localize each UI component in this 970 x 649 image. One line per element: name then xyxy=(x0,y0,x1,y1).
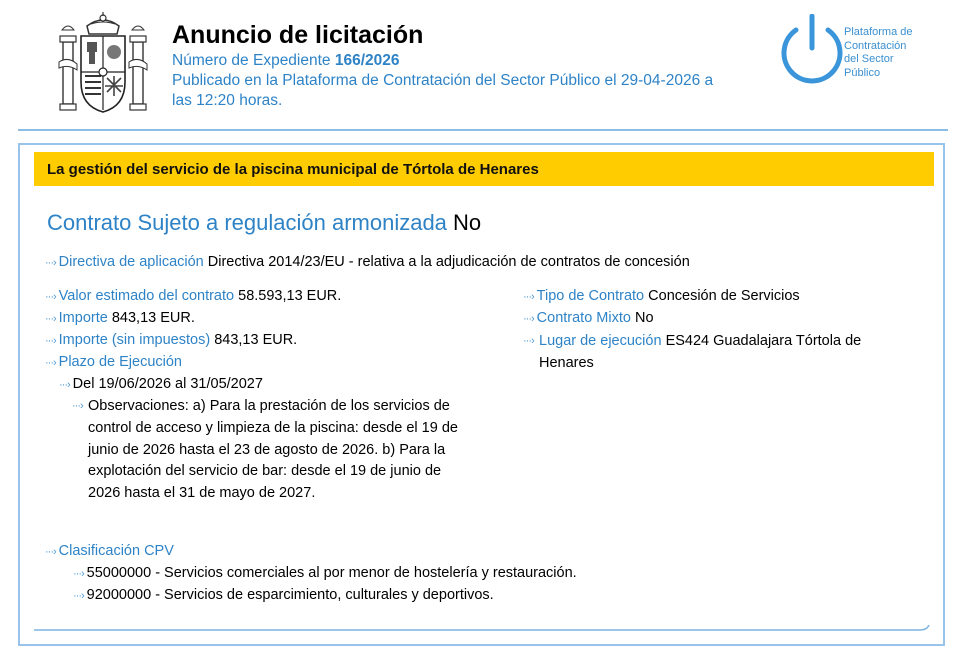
bullet-arrow-icon: ···› xyxy=(523,291,534,303)
importe-sin-value: 843,13 EUR. xyxy=(214,332,298,348)
directiva-value: Directiva 2014/23/EU - relativa a la adjudicación de contratos de concesión xyxy=(207,254,690,270)
published-line-2: las 12:20 horas. xyxy=(172,92,283,109)
bullet-arrow-icon: ···› xyxy=(45,313,56,325)
section-bottom-line xyxy=(34,625,930,633)
valor-value: 58.593,13 EUR. xyxy=(238,288,342,304)
lugar-label: Lugar de ejecución xyxy=(539,333,662,349)
importe-sin-row xyxy=(45,329,297,352)
bullet-arrow-icon: ···› xyxy=(73,568,84,580)
expediente-number: 166/2026 xyxy=(334,52,400,69)
tipo-value: Concesión de Servicios xyxy=(648,288,800,304)
directiva-label: Directiva de aplicación xyxy=(58,254,204,270)
valor-row xyxy=(45,285,341,308)
bullet-arrow-icon: ···› xyxy=(72,400,83,412)
contract-title-bar xyxy=(34,152,934,186)
bullet-arrow-icon: ···› xyxy=(45,546,56,558)
bullet-arrow-icon: ···› xyxy=(45,257,56,269)
plazo-value-row xyxy=(59,373,263,396)
cpv-row xyxy=(45,540,174,563)
platform-logo-line: del Sector xyxy=(844,53,894,65)
cpv-item xyxy=(73,584,494,607)
observaciones-text: Observaciones: a) Para la prestación de los servicios de control de acceso y limpieza de la piscina: desde el 19 de junio de 2026 hasta el 23 de agosto de 2026. b) Para la explotación del servicio de bar: desde el 19 de junio de 2026 hasta el 31 de mayo de 2027. xyxy=(88,398,458,502)
importe-label: Importe xyxy=(58,310,108,326)
bullet-arrow-icon: ···› xyxy=(45,291,56,303)
bullet-arrow-icon: ···› xyxy=(523,335,534,347)
valor-label: Valor estimado del contrato xyxy=(58,288,235,304)
mixto-value: No xyxy=(634,310,654,326)
bullet-arrow-icon: ···› xyxy=(45,357,56,369)
armonizada-row xyxy=(47,210,481,236)
cpv-label: Clasificación CPV xyxy=(58,543,174,559)
armonizada-label: Contrato Sujeto a regulación armonizada xyxy=(47,210,447,235)
cpv-item xyxy=(73,562,577,585)
platform-logo-line: Público xyxy=(844,66,881,79)
armonizada-value: No xyxy=(453,210,482,235)
contract-title: La gestión del servicio de la piscina municipal de Tórtola de Henares xyxy=(47,161,539,178)
published-line-1: Publicado en la Plataforma de Contratación del Sector Público el 29-04-2026 a xyxy=(172,72,714,89)
tipo-label: Tipo de Contrato xyxy=(536,288,645,304)
page-title: Anuncio de licitación xyxy=(172,21,424,49)
bullet-arrow-icon: ···› xyxy=(523,313,534,325)
plazo-row xyxy=(45,351,182,374)
plazo-value: Del 19/06/2026 al 31/05/2027 xyxy=(72,376,263,392)
header-divider xyxy=(18,129,948,131)
page-header xyxy=(0,0,970,130)
mixto-label: Contrato Mixto xyxy=(536,310,631,326)
bullet-arrow-icon: ···› xyxy=(73,590,84,602)
mixto-row xyxy=(523,307,654,330)
bullet-arrow-icon: ···› xyxy=(59,379,70,391)
platform-logo-line: Plataforma de xyxy=(844,26,913,38)
expediente-label: Número de Expediente xyxy=(172,52,331,69)
spain-coat-of-arms-icon xyxy=(57,12,149,116)
importe-sin-label: Importe (sin impuestos) xyxy=(58,332,211,348)
lugar-value: ES424 Guadalajara Tórtola de Henares xyxy=(539,333,862,371)
platform-logo-text xyxy=(844,26,912,80)
bullet-arrow-icon: ···› xyxy=(45,335,56,347)
lugar-row xyxy=(539,330,909,374)
cpv-item-text: 55000000 - Servicios comerciales al por menor de hostelería y restauración. xyxy=(86,565,577,581)
directiva-row xyxy=(45,251,690,274)
importe-value: 843,13 EUR. xyxy=(111,310,195,326)
tipo-row xyxy=(523,285,800,308)
plazo-label: Plazo de Ejecución xyxy=(58,354,182,370)
importe-row xyxy=(45,307,195,330)
cpv-item-text: 92000000 - Servicios de esparcimiento, culturales y deportivos. xyxy=(86,587,494,603)
platform-logo-line: Contratación xyxy=(844,39,907,52)
expediente-line xyxy=(172,52,400,70)
